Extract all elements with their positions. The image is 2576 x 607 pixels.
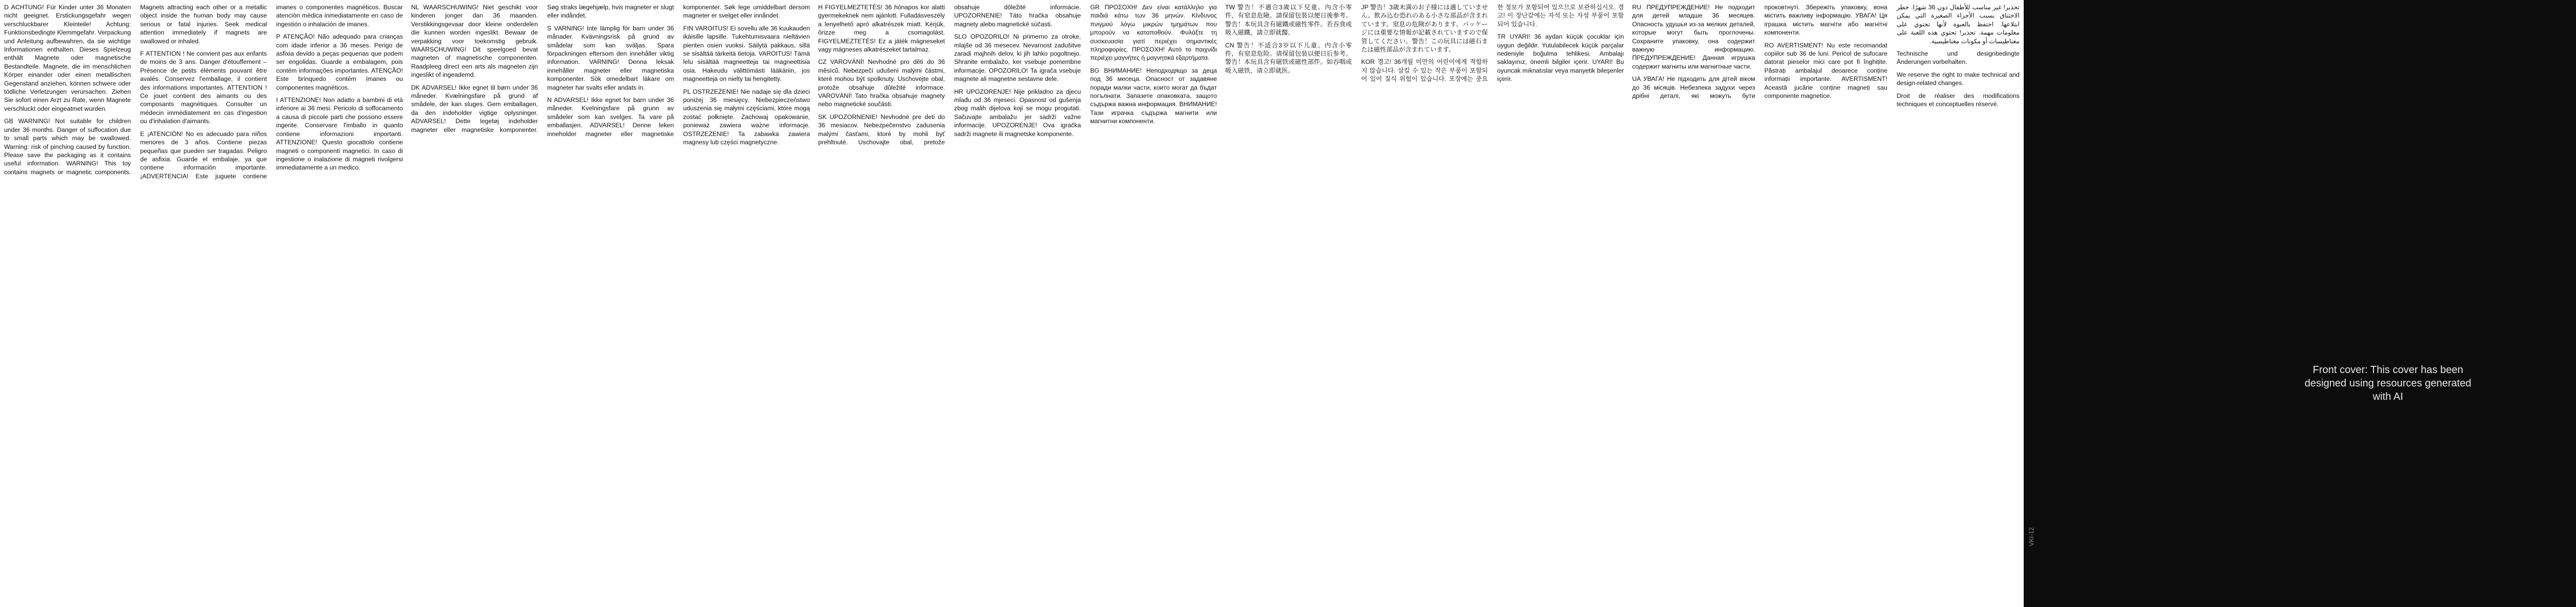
warning-e: E ¡ATENCIÓN! No es adecuado para niños menores de 3 años. Contiene piezas pequeñas que pueden ser tragadas. Peligro de asfixia. Guarde el embalaje, ya que contiene información importante. ¡ADVERTENCIA! Este juguete contiene imanes o componentes magnéticos. Buscar atención médica inmediatamente en caso de ingestión o inhalación de imanes. [140,4,403,180]
warning-jp: JP 警告！3歳未満のお子様には適していません。飲み込む恐れのある小さな部品が含まれています。窒息の危険があります。パッケージには重要な情報が記載されていますので保管してください。警告！この玩具には磁石または磁性部品が含まれています。 [1361,4,1488,54]
warning-h: H FIGYELMEZTETÉS! 36 hónapos kor alatti gyermekeknek nem ajánlott. Fulladásveszély a lenyelhető apró alkatrészek miatt. Kérjük, őrizze meg a csomagolást. FIGYELMEZTETÉS! Ez a játék mágneseket vagy mágneses alkatrészeket tartalmaz. [818,4,945,54]
warning-n: N ADVARSEL! Ikke egnet for barn under 36 måneder. Kvelningsfare på grunn av smådeler som kan svelges. Ta vare på emballasjen. ADVARSEL! Denne leken inneholder magneter eller magnetiske komponenter. Søk lege umiddelbart dersom magneter er svelget eller innåndet. [547,4,810,138]
text-panel-2 [407,0,814,607]
warning-sk: SK UPOZORNENIE! Nevhodné pre deti do 36 mesiacov. Nebezpečenstvo zadusenia malými časťami, ktoré by mohli byť prehltnuté. Uschovajte obal, pretože obsahuje dôležité informácie. UPOZORNENIE! Táto hračka obsahuje magnety alebo magnetické súčasti. [818,4,1081,146]
warning-cz: CZ VAROVÁNÍ! Nevhodné pro děti do 36 měsíců. Nebezpečí udušení malými částmi, které mohou být spolknuty. Uschovejte obal, protože obsahuje důležité informace. VAROVÁNÍ! Tato hračka obsahuje magnety nebo magnetické součásti. [818,58,945,108]
text-panel-4 [1221,0,1628,607]
warning-gb: GB WARNING! Not suitable for children under 36 months. Danger of suffocation due to small parts which may be swallowed. Warning: risk of pinching caused by function. Please save the packaging as it contains useful information. WARNING! This toy contains magnets or magnetic components. Magnets attracting each other or a metallic object inside the human body may cause serious or fatal injuries. Seek medical attention immediately if magnets are swallowed or inhaled. [4,4,267,176]
legal-f: Droit de réaliser des modifications techniques et conceptuelles réservé. [1896,92,2020,108]
warning-gr: GR ΠΡΟΣΟΧΗ! Δεν είναι κατάλληλο για παιδιά κάτω των 36 μηνών. Κίνδυνος πνιγμού λόγω μικρών τμημάτων που μπορούν να καταποθούν. Φυλάξτε τη συσκευασία γιατί περιέχει σημαντικές πληροφορίες. ΠΡΟΣΟΧΗ! Αυτό το παιχνίδι περιέχει μαγνήτες ή μαγνητικά εξαρτήματα. [1090,4,1217,62]
side-code: VKI-12 [2028,527,2035,546]
warning-ro: RO AVERTISMENT! Nu este recomandat copiilor sub 36 de luni. Pericol de sufocare datorat pieselor mici care pot fi înghițite. Păstrați ambalajul deoarece conține informații importante. AVERTISMENT! Această jucărie conține magneți sau componente magnetice. [1764,41,1888,100]
warning-de: D ACHTUNG! Für Kinder unter 36 Monaten nicht geeignet. Erstickungsgefahr wegen verschluckbarer Kleinteile! Achtung: Funktionsbedingte Klemmgefahr. Verpackung und Anleitung aufbewahren, da sie wichtige Informationen enthalten. Dieses Spielzeug enthält Magnete oder magnetische Bestandteile. Magnete, die im menschlichen Körper einander oder einen metallischen Gegenstand anziehen, können schwere oder tödliche Verletzungen verursachen. Ziehen Sie sofort einen Arzt zu Rate, wenn Magnete verschluckt oder eingeatmet wurden. [4,4,131,112]
warning-cn: CN 警告！不适合3岁以下儿童。内含小零件，有窒息危险。请保留包装以便日后参考。警告！本玩具含有磁铁或磁性部件。如吞咽或吸入磁铁，请立即就医。 [1225,41,1352,74]
warning-p: P ATENÇÃO! Não adequado para crianças com idade inferior a 36 meses. Perigo de asfixia devido a peças pequenas que podem ser engolidas. Guarde a embalagem, pois contém informações importantes. ATENÇÃO! Este brinquedo contém ímanes ou componentes magnéticos. [276,33,403,91]
cover-ai-note: Front cover: This cover has been designed using resources generated with AI [2304,364,2471,402]
warning-pl: PL OSTRZEŻENIE! Nie nadaje się dla dzieci poniżej 36 miesięcy. Niebezpieczeństwo uduszenia się małymi częściami, które mogą zostać połknięte. Zachowaj opakowanie, ponieważ zawiera ważne informacje. OSTRZEŻENIE! Ta zabawka zawiera magnesy lub części magnetyczne. [683,88,810,146]
warning-f: F ATTENTION ! Ne convient pas aux enfants de moins de 3 ans. Danger d'étouffement – Présence de petits éléments pouvant être avalés. Conservez l'emballage, il contient des informations importantes. ATTENTION ! Ce jouet contient des aimants ou des composants magnétiques. Consulter un médecin immédiatement en cas d'ingestion ou d'inhalation d'aimants. [140,50,267,125]
black-cover-area [2024,0,2576,607]
warning-bg: BG ВНИМАНИЕ! Неподходящо за деца под 36 месеца. Опасност от задавяне поради малки части, които могат да бъдат погълнати. Запазете опаковката, защото съдържа важна информация. ВНИМАНИЕ! Тази играчка съдържа магнити или магнитни компоненти. [1090,66,1217,125]
warning-i: I ATTENZIONE! Non adatto a bambini di età inferiore ai 36 mesi. Pericolo di soffocamento a causa di piccole parti che possono essere ingerite. Conservare l'imballo in quanto contiene informazioni importanti. ATTENZIONE! Questo giocattolo contiene magneti o componenti magnetici. In caso di ingestione o inalazione di magneti rivolgersi immediatamente a un medico. [276,96,403,172]
warning-ar: تحذير! غير مناسب للأطفال دون 36 شهرًا. خطر الاختناق بسبب الأجزاء الصغيرة التي يمكن ابتلاعها. احتفظ بالعبوة لأنها تحتوي على معلومات مهمة. تحذير! تحتوي هذه اللعبة على مغناطيسات أو مكونات مغناطيسية. [1896,4,2020,45]
warning-si: SLO OPOZORILO! Ni primerno za otroke, mlajše od 36 mesecev. Nevarnost zadušitve zaradi majhnih delov, ki jih lahko pogoltnejo. Shranite embalažo, ker vsebuje pomembne informacije. OPOZORILO! Ta igrača vsebuje magnete ali magnetne sestavne dele. [954,33,1081,83]
warning-hr: HR UPOZORENJE! Nije prikladno za djecu mlađu od 36 mjeseci. Opasnost od gušenja zbog malih dijelova koji se mogu progutati. Sačuvajte ambalažu jer sadrži važne informacije. UPOZORENJE! Ova igračka sadrži magnete ili magnetske komponente. [954,88,1081,138]
text-panel-3 [814,0,1221,607]
warning-fin: FIN VAROITUS! Ei sovellu alle 36 kuukauden ikäisille lapsille. Tukehtumisvaara nieltävien pienten osien vuoksi. Säilytä pakkaus, sillä se sisältää tärkeitä tietoja. VAROITUS! Tämä lelu sisältää magneetteja tai magneettisia osia. Hakeudu välittömästi lääkäriin, jos magneetteja on nielty tai hengitetty. [683,24,810,83]
legal-de: Technische und designbedingte Änderungen vorbehalten. [1896,50,2020,66]
warning-kor: KOR 경고! 36개월 미만의 어린이에게 적합하지 않습니다. 삼킬 수 있는 작은 부품이 포함되어 있어 질식 위험이 있습니다. 포장에는 중요한 정보가 포함되어 있으므로 보관하십시오. 경고! 이 장난감에는 자석 또는 자성 부품이 포함되어 있습니다. [1361,4,1624,83]
warning-tr: TR UYARI! 36 aydan küçük çocuklar için uygun değildir. Yutulabilecek küçük parçalar nedeniyle boğulma tehlikesi. Ambalajı saklayınız, önemli bilgiler içerir. UYARI! Bu oyuncak mıknatıslar veya manyetik bileşenler içerir. [1497,33,1624,83]
warning-dk: DK ADVARSEL! Ikke egnet til børn under 36 måneder. Kvælningsfare på grund af smådele, der kan sluges. Gem emballagen, da den indeholder vigtige oplysninger. ADVARSEL! Dette legetøj indeholder magneter eller magnetiske komponenter. Søg straks lægehjælp, hvis magneter er slugt eller indåndet. [411,4,674,133]
warning-s: S VARNING! Inte lämplig för barn under 36 månader. Kvävningsrisk på grund av smådelar som kan sväljas. Spara förpackningen eftersom den innehåller viktig information. VARNING! Denna leksak innehåller magneter eller magnetiska komponenter. Sök omedelbart läkare om magneter har svalts eller andats in. [547,24,674,91]
warning-ru: RU ПРЕДУПРЕЖДЕНИЕ! Не подходит для детей младше 36 месяцев. Опасность удушья из-за мелких деталей, которые могут быть проглочены. Сохраните упаковку, она содержит важную информацию. ПРЕДУПРЕЖДЕНИЕ! Данная игрушка содержит магниты или магнитные части. [1632,4,1755,70]
legal-gb: We reserve the right to make technical and design-related changes. [1896,71,2020,87]
text-panel-5 [1628,0,2024,607]
warning-ua: UA УВАГА! Не підходить для дітей віком до 36 місяців. Небезпека задухи через дрібні деталі, які можуть бути проковтнуті. Збережіть упаковку, вона містить важливу інформацію. УВАГА! Ця іграшка містить магніти або магнітні компоненти. [1632,4,1888,100]
warning-tw: TW 警告！不適合3歲以下兒童。內含小零件，有窒息危險。請保留包裝以便日後參考。警告！本玩具含有磁鐵或磁性零件。若吞食或吸入磁鐵，請立即就醫。 [1225,4,1352,37]
text-panel-1 [0,0,407,607]
warning-nl: NL WAARSCHUWING! Niet geschikt voor kinderen jonger dan 36 maanden. Verstikkingsgevaar door kleine onderdelen die kunnen worden ingeslikt. Bewaar de verpakking voor toekomstig gebruik. WAARSCHUWING! Dit speelgoed bevat magneten of magnetische componenten. Raadpleeg direct een arts als magneten zijn ingeslikt of ingeademd. [411,4,538,79]
